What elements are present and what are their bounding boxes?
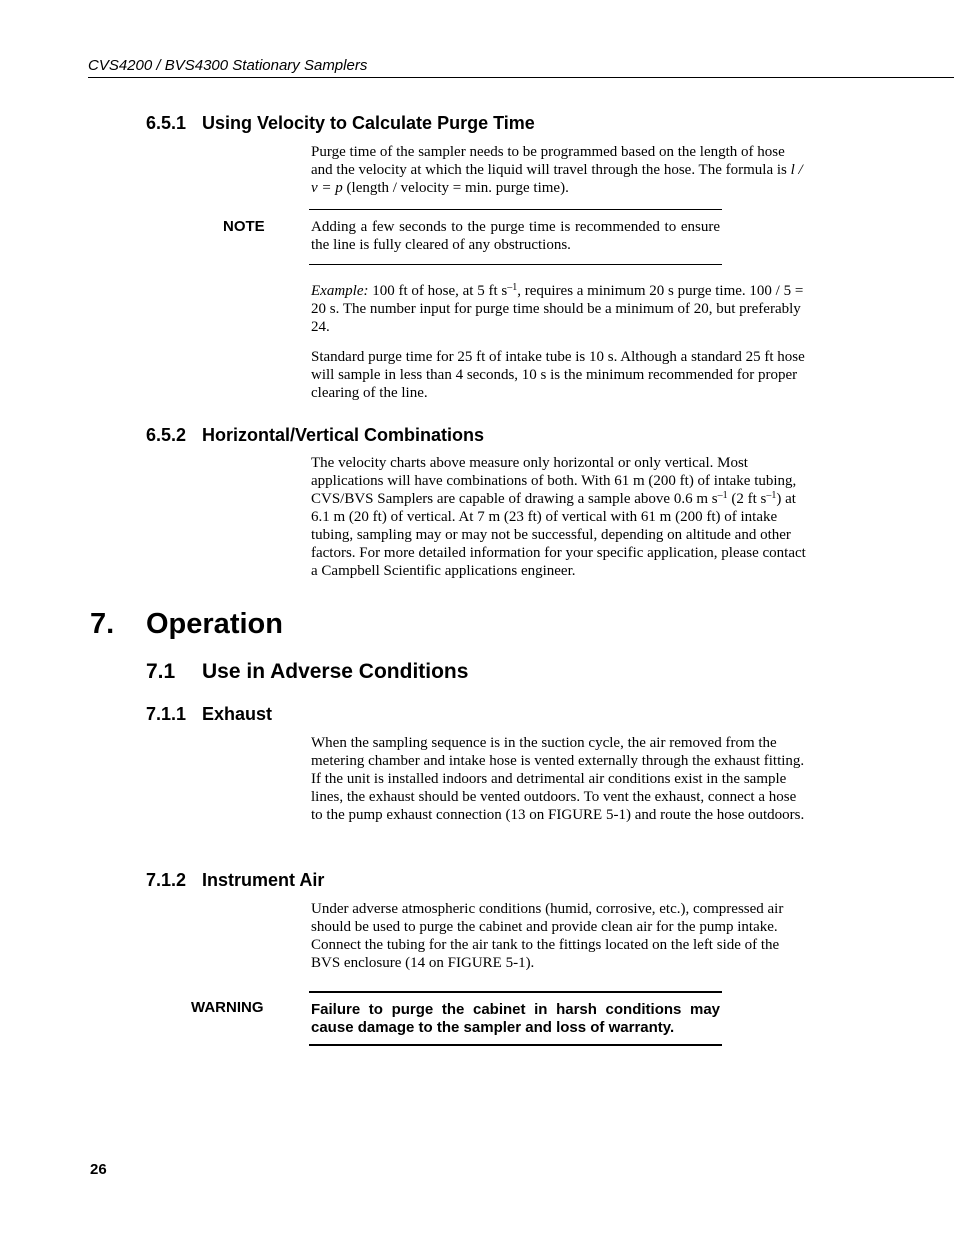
heading-6-5-2 bbox=[146, 424, 484, 446]
heading-6-5-2-title: Horizontal/Vertical Combinations bbox=[202, 425, 485, 445]
warning-text: Failure to purge the cabinet in harsh conditions may cause damage to the sampler and loss of warranty. bbox=[311, 1001, 720, 1036]
note-text: Adding a few seconds to the purge time is recommended to ensure the line is fully cleared of any obstructions. bbox=[311, 219, 720, 253]
warning-label: WARNING bbox=[191, 999, 264, 1016]
heading-7-1-1-number: 7.1.1 bbox=[146, 704, 187, 724]
purge-formula: l / v = p bbox=[311, 162, 803, 196]
heading-7-1-2-title: Instrument Air bbox=[202, 870, 325, 890]
heading-7-1-2-number: 7.1.2 bbox=[146, 870, 187, 890]
warning-bottom-rule bbox=[309, 1044, 722, 1046]
running-header-title: CVS4200 / BVS4300 Stationary Samplers bbox=[88, 57, 368, 74]
purge-time-paragraph: Purge time of the sampler needs to be programmed based on the length of hose and the velocity at which the liquid will travel through the hose. The formula is l / v = p (length / velocity = min. purge time). bbox=[311, 144, 803, 196]
heading-7-number: 7. bbox=[90, 608, 115, 640]
heading-6-5-2-number: 6.5.2 bbox=[146, 425, 187, 445]
instrument-air-paragraph: Under adverse atmospheric conditions (humid, corrosive, etc.), compressed air should be used to purge the cabinet and provide clean air for the pump intake. Connect the tubing for the air tank to the fittings located on the left side of the BVS enclosure (14 on FIGURE 5-1). bbox=[311, 901, 784, 971]
note-label: NOTE bbox=[223, 218, 265, 235]
heading-7-1-2 bbox=[146, 869, 324, 891]
example-paragraph: Example: 100 ft of hose, at 5 ft $s^{-1}$, requires a minimum 20 s purge time. 100 / 5 = 20 s. The number input for purge time should be a minimum of 20, but preferably 24. bbox=[311, 282, 804, 335]
heading-6-5-1-number: 6.5.1 bbox=[146, 113, 187, 133]
heading-6-5-1 bbox=[146, 112, 535, 134]
heading-7-title: Operation bbox=[146, 608, 283, 640]
exhaust-paragraph: When the sampling sequence is in the suction cycle, the air removed from the metering chamber and intake hose is vented externally through the exhaust fitting. If the unit is installed indoors and detrimental air conditions exist in the sample lines, the exhaust should be vented outdoors. To vent the exhaust, connect a hose to the pump exhaust connection (13 on FIGURE 5-1) and route the hose outdoors. bbox=[311, 735, 805, 823]
example-label: Example: bbox=[311, 283, 369, 299]
heading-7-1-1 bbox=[146, 703, 272, 725]
running-header bbox=[88, 55, 954, 78]
page-number: 26 bbox=[90, 1161, 107, 1178]
note-top-rule bbox=[309, 209, 722, 210]
note-bottom-rule bbox=[309, 264, 722, 265]
heading-7-1-1-title: Exhaust bbox=[202, 704, 273, 724]
heading-7-1-title: Use in Adverse Conditions bbox=[202, 660, 469, 683]
heading-7 bbox=[90, 607, 283, 641]
heading-7-1-number: 7.1 bbox=[146, 660, 176, 683]
standard-purge-paragraph: Standard purge time for 25 ft of intake tube is 10 s. Although a standard 25 ft hose will sample in less than 4 seconds, 10 s is the minimum recommended for proper clearing of the line. bbox=[311, 349, 805, 401]
heading-7-1 bbox=[146, 659, 468, 685]
warning-top-rule bbox=[309, 991, 722, 993]
heading-6-5-1-title: Using Velocity to Calculate Purge Time bbox=[202, 113, 535, 133]
combinations-paragraph: The velocity charts above measure only horizontal or only vertical. Most applications will have combinations of both. With 61 m (200 ft) of intake tubing, CVS/BVS Samplers are capable of drawing a sample above 0.6 m $s^{-1}$ (2 ft $s^{-1}$) at 6.1 m (20 ft) of vertical. At 7 m (23 ft) of vertical with 61 m (200 ft) of intake tubing, sampling may or may not be successful, depending on altitude and other factors. For more detailed information for your specific application, please contact a Campbell Scientific applications engineer. bbox=[311, 455, 806, 579]
